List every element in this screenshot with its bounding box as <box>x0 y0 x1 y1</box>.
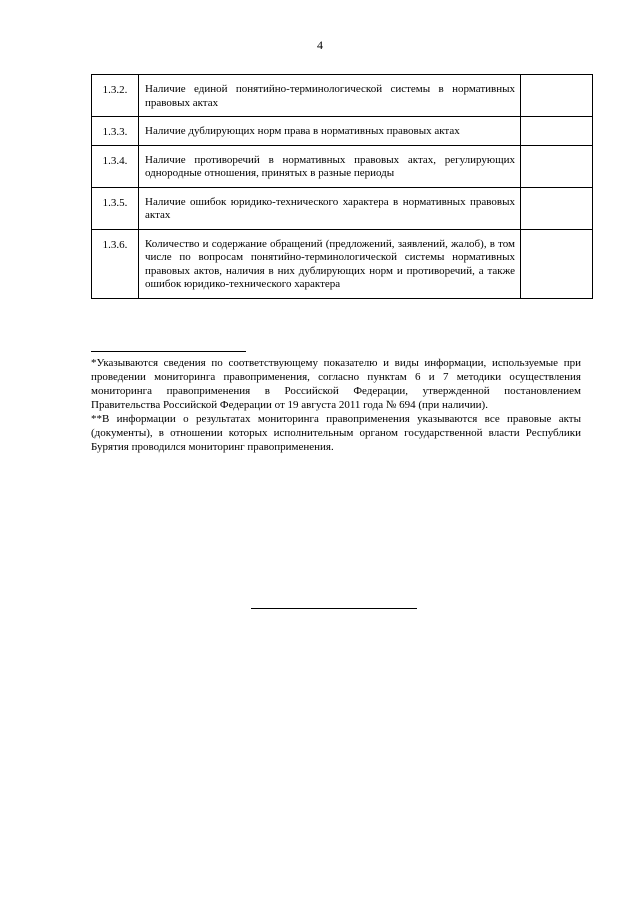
row-number: 1.3.4. <box>92 145 139 187</box>
footnote-separator <box>91 351 246 352</box>
row-number: 1.3.6. <box>92 229 139 298</box>
footnotes <box>91 356 581 454</box>
row-value-cell <box>521 145 593 187</box>
row-value-cell <box>521 117 593 146</box>
row-indicator-text: Наличие противоречий в нормативных правовых актах, регулирующих однородные отношения, принятых в разные периоды <box>139 145 521 187</box>
table-row <box>92 229 593 298</box>
row-value-cell <box>521 187 593 229</box>
table-row <box>92 75 593 117</box>
footnote-2: **В информации о результатах мониторинга правоприменения указываются все правовые акты (документы), в отношении которых исполнительным органом государственной власти Республики Бурятия проводился мониторинг правоприменения. <box>91 413 581 453</box>
row-number: 1.3.3. <box>92 117 139 146</box>
table-row <box>92 187 593 229</box>
footnote-1: *Указываются сведения по соответствующему показателю и виды информации, используемые при проведении мониторинга правоприменения, согласно пунктам 6 и 7 методики осуществления мониторинга правоприменения в Российской Федерации, утвержденной постановлением Правительства Российской Федерации от 19 августа 2011 года № 694 (при наличии). <box>91 357 581 411</box>
table-row <box>92 145 593 187</box>
row-indicator-text: Наличие ошибок юридико-технического характера в нормативных правовых актах <box>139 187 521 229</box>
end-of-document-line <box>251 608 417 609</box>
row-number: 1.3.5. <box>92 187 139 229</box>
table-row <box>92 117 593 146</box>
page-number: 4 <box>317 38 323 52</box>
row-indicator-text: Количество и содержание обращений (предложений, заявлений, жалоб), в том числе по вопросам понятийно-терминологической системы нормативных правовых актов, наличия в них дублирующих норм и противоречий, а также ошибок юридико-технического характера <box>139 229 521 298</box>
indicators-table <box>91 74 593 299</box>
row-indicator-text: Наличие единой понятийно-терминологической системы в нормативных правовых актах <box>139 75 521 117</box>
row-number: 1.3.2. <box>92 75 139 117</box>
row-value-cell <box>521 229 593 298</box>
row-value-cell <box>521 75 593 117</box>
row-indicator-text: Наличие дублирующих норм права в нормативных правовых актах <box>139 117 521 146</box>
